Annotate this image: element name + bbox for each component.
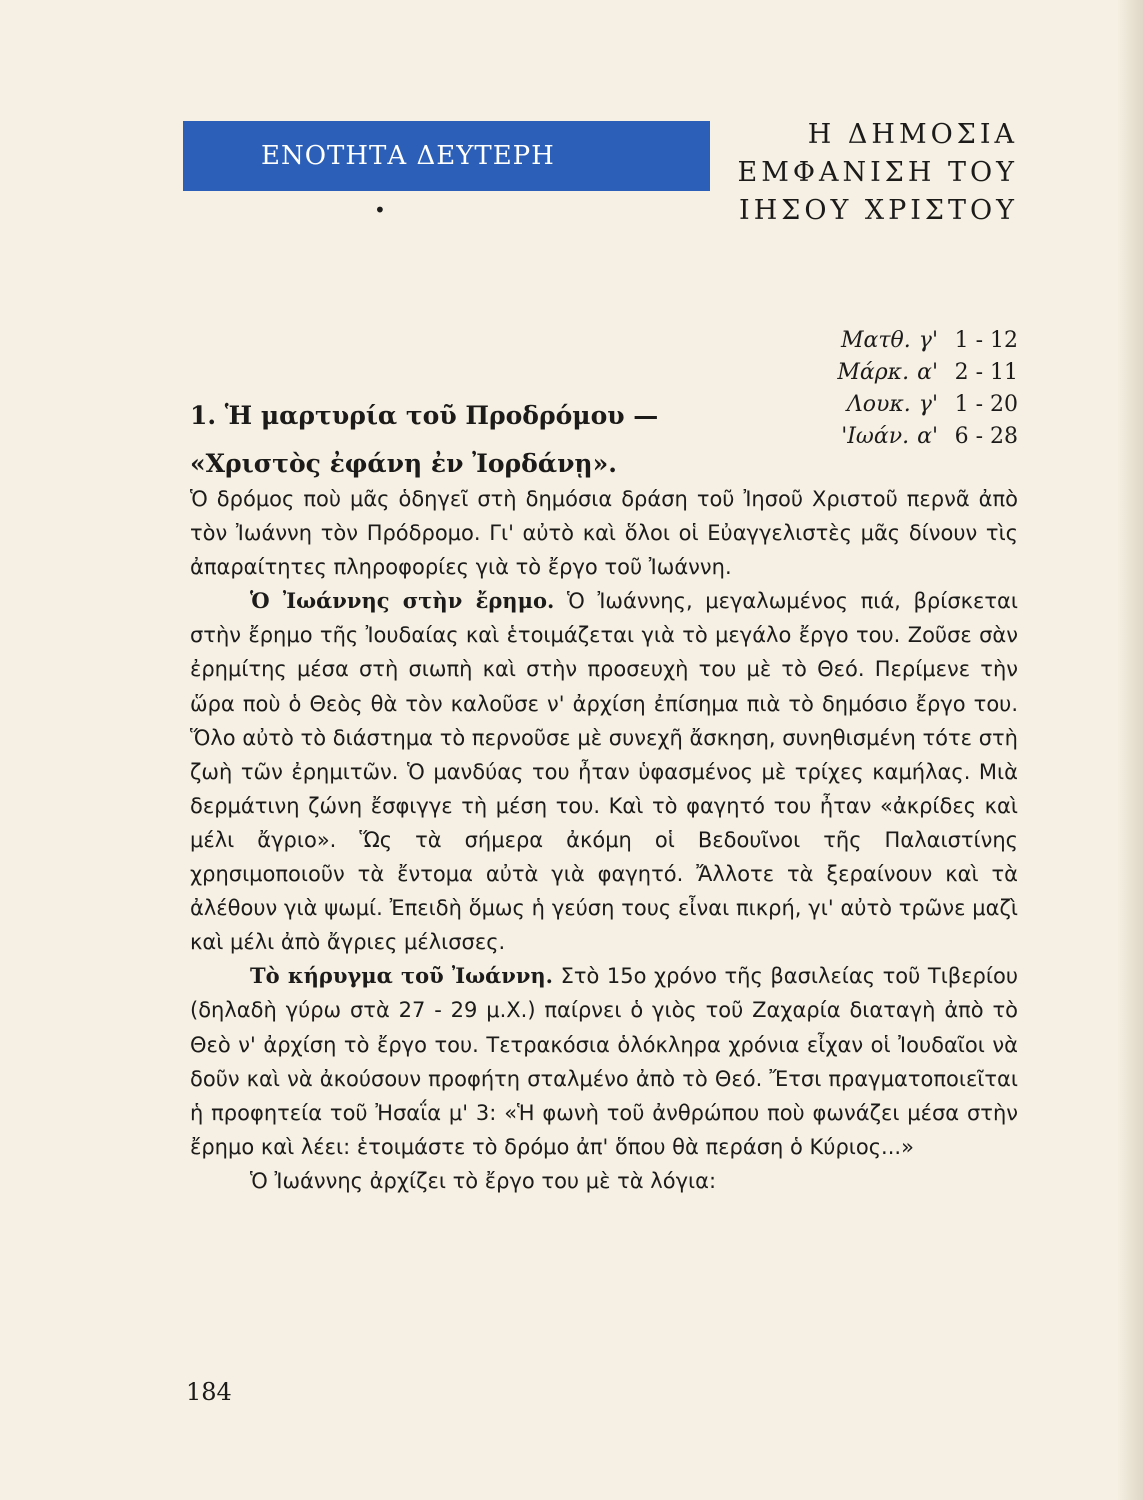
page-number: 184 bbox=[186, 1378, 232, 1406]
paragraph bbox=[190, 959, 1018, 1164]
section-banner bbox=[183, 121, 710, 191]
paragraph-heading: Τὸ κήρυγμα τοῦ Ἰωάννη. bbox=[250, 963, 553, 989]
reference-chapter: γ' bbox=[918, 392, 938, 417]
paragraph-text: Ὁ δρόμος ποὺ μᾶς ὁδηγεῖ στὴ δημόσια δράση τοῦ Ἰησοῦ Χριστοῦ περνᾶ ἀπὸ τὸν Ἰωάννη τὸν Πρόδρομο. Γι' αὐτὸ καὶ ὅλοι οἱ Εὐαγγελιστὲς μᾶς δίνουν τὶς ἀπαραίτητες πληροφορίες γιὰ τὸ ἔργο τοῦ Ἰωάννη. bbox=[190, 487, 1018, 580]
reference-book: Μάρκ. bbox=[837, 360, 910, 385]
reference-book: Λουκ. bbox=[846, 392, 911, 417]
reference-book: Ματθ. bbox=[841, 328, 911, 353]
body-text bbox=[190, 482, 1018, 1198]
reference-chapter: α' bbox=[917, 424, 938, 449]
lesson-heading-line: 1. Ἡ μαρτυρία τοῦ Προδρόμου — bbox=[190, 401, 659, 430]
page-edge-shadow bbox=[1117, 0, 1143, 1500]
reference-row bbox=[780, 357, 1018, 389]
reference-verses: 2 - 11 bbox=[954, 360, 1018, 385]
paragraph bbox=[190, 1164, 1018, 1198]
reference-chapter: γ' bbox=[918, 328, 938, 353]
lesson-heading-line: «Χριστὸς ἐφάνη ἐν Ἰορδάνῃ». bbox=[190, 449, 617, 478]
reference-row bbox=[780, 389, 1018, 421]
chapter-title bbox=[700, 116, 1018, 230]
paragraph-text: Στὸ 15ο χρόνο τῆς βασιλείας τοῦ Τιβερίου (δηλαδὴ γύρω στὰ 27 - 29 μ.Χ.) παίρνει ὁ γιὸς τοῦ Ζαχαρία διαταγὴ ἀπὸ τὸ Θεὸ ν' ἀρχίση τὸ ἔργο του. Τετρακόσια ὁλόκληρα χρόνια εἶχαν οἱ Ἰουδαῖοι νὰ δοῦν καὶ νὰ ἀκούσουν προφήτη σταλμένο ἀπὸ τὸ Θεό. Ἔτσι πραγματοποιεῖται ἡ προφητεία τοῦ Ἠσαΐα μ' 3: «Ἡ φωνὴ τοῦ ἀνθρώπου ποὺ φωνάζει μέσα στὴν ἔρημο καὶ λέει: ἑτοιμάστε τὸ δρόμο ἀπ' ὅπου θὰ περάση ὁ Κύριος...» bbox=[190, 964, 1018, 1159]
reference-row bbox=[780, 325, 1018, 357]
lesson-heading bbox=[190, 392, 658, 488]
scripture-references bbox=[780, 325, 1018, 453]
reference-verses: 1 - 20 bbox=[954, 392, 1018, 417]
chapter-title-line: ΕΜΦΑΝΙΣΗ ΤΟΥ bbox=[737, 157, 1018, 188]
paragraph-heading: Ὁ Ἰωάννης στὴν ἔρημο. bbox=[250, 588, 555, 614]
reference-verses: 6 - 28 bbox=[954, 424, 1018, 449]
paragraph-text: Ὁ Ἰωάννης ἀρχίζει τὸ ἔργο του μὲ τὰ λόγια: bbox=[250, 1168, 717, 1193]
reference-verses: 1 - 12 bbox=[954, 328, 1018, 353]
reference-row bbox=[780, 421, 1018, 453]
bullet-dot-icon: • bbox=[374, 198, 386, 222]
section-label: ΕΝΟΤΗΤΑ ΔΕΥΤΕΡΗ bbox=[261, 141, 555, 171]
chapter-title-line: ΙΗΣΟΥ ΧΡΙΣΤΟΥ bbox=[739, 195, 1018, 226]
paragraph-text: Ὁ Ἰωάννης, μεγαλωμένος πιά, βρίσκεται στὴν ἔρημο τῆς Ἰουδαίας καὶ ἑτοιμάζεται γιὰ τὸ μεγάλο ἔργο του. Ζοῦσε σὰν ἐρημίτης μέσα στὴ σιωπὴ καὶ στὴν προσευχὴ του μὲ τὸ Θεό. Περίμενε τὴν ὥρα ποὺ ὁ Θεὸς θὰ τὸν καλοῦσε ν' ἀρχίση ἐπίσημα πιὰ τὸ δημόσιο ἔργο του. Ὅλο αὐτὸ τὸ διάστημα τὸ περνοῦσε μὲ συνεχῆ ἄσκηση, συνηθισμένη τότε στὴ ζωὴ τῶν ἐρημιτῶν. Ὁ μανδύας του ἦταν ὑφασμένος μὲ τρίχες καμήλας. Μιὰ δερμάτινη ζώνη ἔσφιγγε τὴ μέση του. Καὶ τὸ φαγητό του ἦταν «ἀκρίδες καὶ μέλι ἄγριο». Ὥς τὰ σήμερα ἀκόμη οἱ Βεδουῖνοι τῆς Παλαιστίνης χρησιμοποιοῦν τὰ ἔντομα αὐτὰ γιὰ φαγητό. Ἄλλοτε τὰ ξεραίνουν καὶ τὰ ἀλέθουν γιὰ ψωμί. Ἐπειδὴ ὅμως ἡ γεύση τους εἶναι πικρή, γι' αὐτὸ τρῶνε μαζὶ καὶ μέλι ἀπὸ ἄγριες μέλισσες. bbox=[190, 589, 1018, 955]
chapter-title-line: Η ΔΗΜΟΣΙΑ bbox=[807, 119, 1018, 150]
reference-book: 'Ιωάν. bbox=[841, 424, 910, 449]
paragraph bbox=[190, 482, 1018, 584]
reference-chapter: α' bbox=[917, 360, 938, 385]
paragraph bbox=[190, 584, 1018, 959]
